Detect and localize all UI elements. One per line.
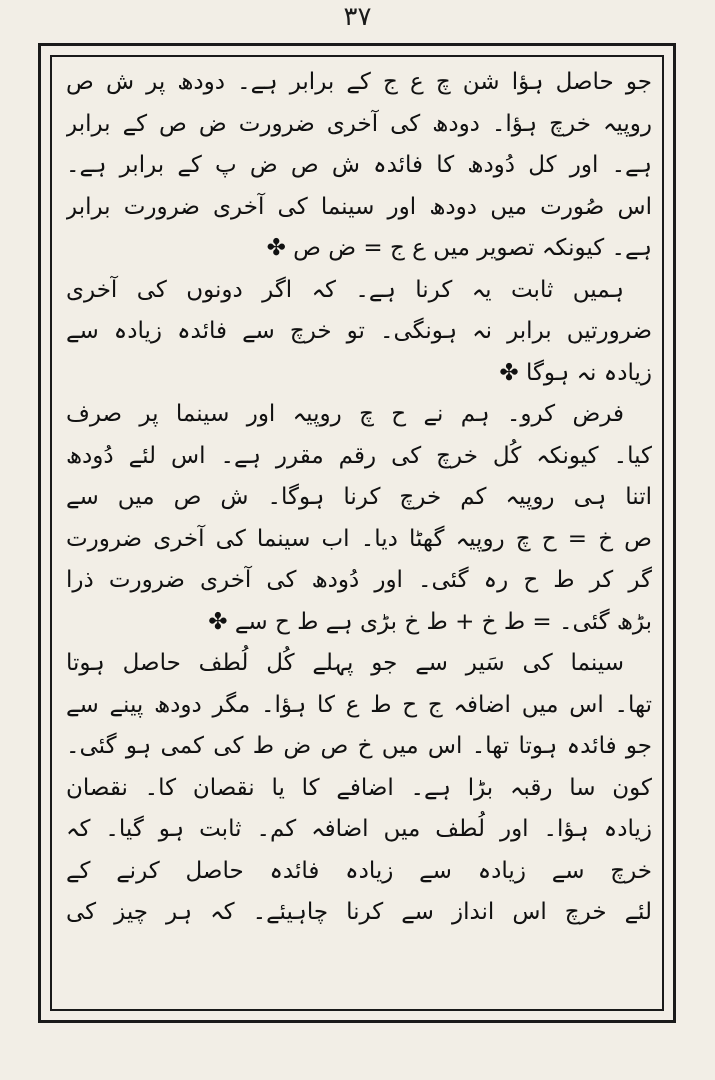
page-number: ٣٧: [343, 2, 372, 32]
text-line: جو حاصل ہؤا شن چ ع ج کے برابر ہے۔ دودھ پر ش ص: [66, 69, 652, 95]
text-line: لئے خرچ اس انداز سے کرنا چاہیئے۔ کہ ہر چیز کی: [66, 899, 652, 925]
text-line: زیادہ ہؤا۔ اور لُطف میں اضافہ کم۔ ثابت ہو گیا۔ کہ: [66, 816, 652, 842]
text-line: گر کر ط ح رہ گئی۔ اور دُودھ کی آخری ضرورت ذرا: [66, 567, 652, 593]
text-line: ضرورتیں برابر نہ ہونگی۔ تو خرچ سے فائدہ زیادہ سے: [66, 318, 652, 344]
text-line: تھا۔ اس میں اضافہ ج ح ط ع کا ہؤا۔ مگر دودھ پینے سے: [66, 691, 652, 718]
text-line: اس صُورت میں دودھ اور سینما کی آخری ضرورت برابر: [66, 193, 652, 220]
text-line: سینما کی سَیر سے جو پہلے کُل لُطف حاصل ہوتا: [66, 650, 624, 676]
text-line: ص خ = ح چ روپیہ گھٹا دیا۔ اب سینما کی آخری ضرورت: [66, 525, 652, 552]
text-line: ہے۔ اور کل دُودھ کا فائدہ ش ص ض پ کے برابر ہے۔: [66, 152, 652, 178]
text-line: زیادہ نہ ہوگا ✤: [499, 359, 652, 386]
text-line: روپیہ خرچ ہؤا۔ دودھ کی آخری ضرورت ض ص کے برابر: [66, 110, 652, 137]
text-line: ہے۔ کیونکہ تصویر میں ع ج = ض ص ✤: [266, 235, 652, 261]
page-body-text: [66, 62, 652, 1002]
text-line: خرچ سے زیادہ سے زیادہ فائدہ حاصل کرنے کے: [66, 857, 652, 884]
text-line: بڑھ گئی۔ = ط خ + ط خ بڑی ہے ط ح سے ✤: [208, 608, 652, 635]
text-line: جو فائدہ ہوتا تھا۔ اس میں خ ص ض ط کی کمی ہو گئی۔: [66, 733, 652, 759]
text-line: کیا۔ کیونکہ کُل خرچ کی رقم مقرر ہے۔ اس لئے دُودھ: [66, 442, 652, 469]
text-line: کون سا رقبہ بڑا ہے۔ اضافے کا یا نقصان کا۔ نقصان: [66, 774, 652, 801]
text-line: ہمیں ثابت یہ کرنا ہے۔ کہ اگر دونوں کی آخری: [66, 276, 624, 303]
text-line: فرض کرو۔ ہم نے ح چ روپیہ اور سینما پر صرف: [66, 401, 624, 427]
text-line: اتنا ہی روپیہ کم خرچ کرنا ہوگا۔ ش ص میں سے: [66, 484, 652, 510]
